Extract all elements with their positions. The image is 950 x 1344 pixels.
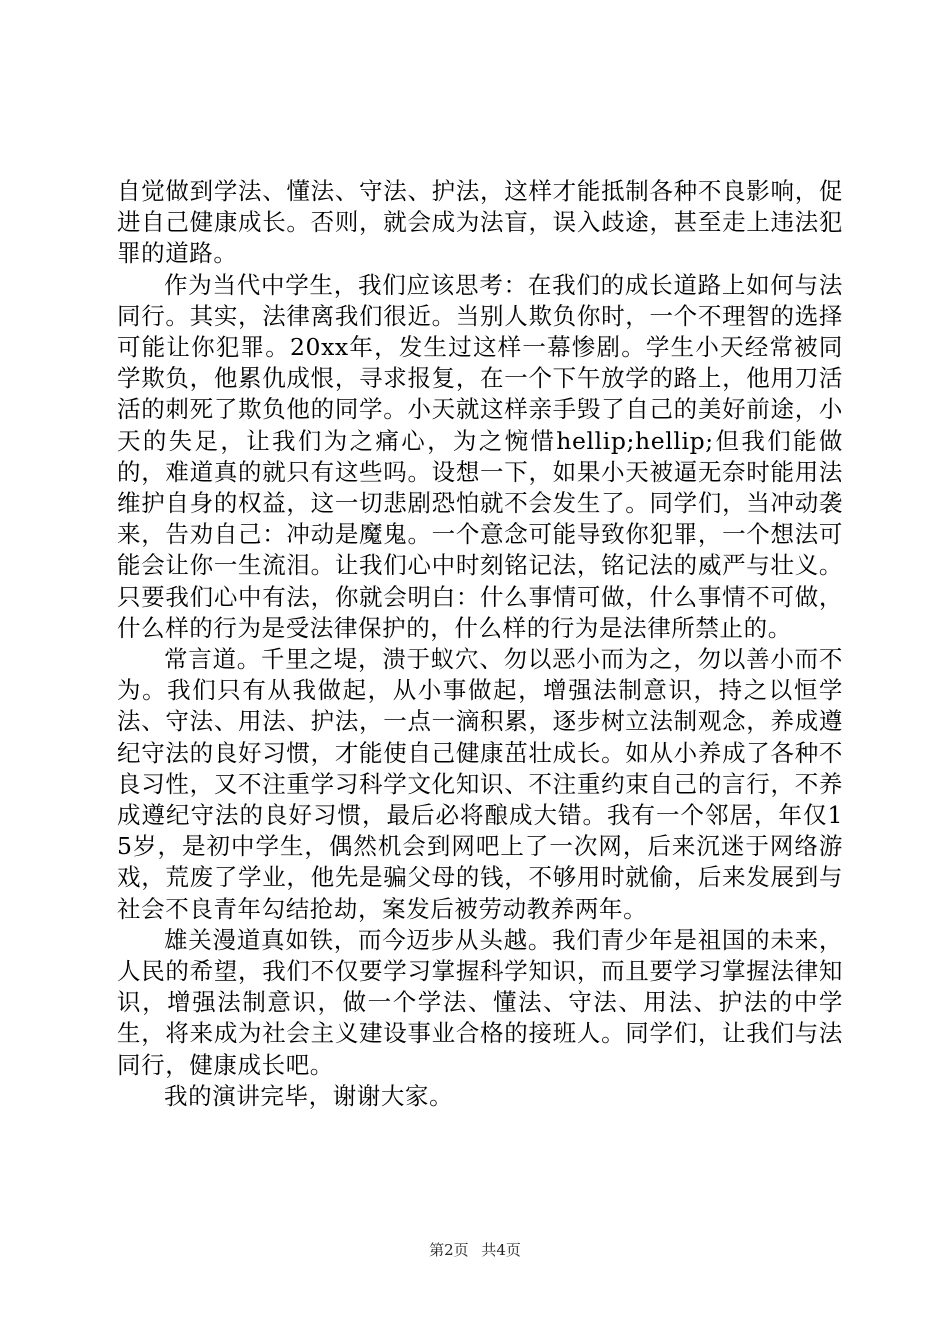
page-footer <box>0 1240 950 1260</box>
document-body <box>117 176 843 1112</box>
paragraph-law-awareness: 作为当代中学生，我们应该思考：在我们的成长道路上如何与法同行。其实，法律离我们很近。当别人欺负你时，一个不理智的选择可能让你犯罪。20xx年，发生过这样一幕惨剧。学生小天经常被同学欺负，他累仇成恨，寻求报复，在一个下午放学的路上，他用刀活活的刺死了欺负他的同学。小天就这样亲手毁了自己的美好前途，小天的失足，让我们为之痛心，为之惋惜hellip;hellip;但我们能做的，难道真的就只有这些吗。设想一下，如果小天被逼无奈时能用法维护自身的权益，这一切悲剧恐怕就不会发生了。同学们，当冲动袭来，告劝自己：冲动是魔鬼。一个意念可能导致你犯罪，一个想法可能会让你一生流泪。让我们心中时刻铭记法，铭记法的威严与壮义。只要我们心中有法，你就会明白：什么事情可做，什么事情不可做，什么样的行为是受法律保护的，什么样的行为是法律所禁止的。 <box>117 270 843 642</box>
paragraph-closing: 我的演讲完毕，谢谢大家。 <box>164 1081 454 1110</box>
paragraph-proverb: 常言道。千里之堤，溃于蚁穴、勿以恶小而为之，勿以善小而不为。我们只有从我做起，从小事做起，增强法制意识，持之以恒学法、守法、用法、护法，一点一滴积累，逐步树立法制观念，养成遵纪守法的良好习惯，才能使自己健康茁壮成长。如从小养成了各种不良习性，又不注重学习科学文化知识、不注重约束自己的言行，不养成遵纪守法的良好习惯，最后必将酿成大错。我有一个邻居，年仅15岁，是初中学生，偶然机会到网吧上了一次网，后来沉迷于网络游戏，荒废了学业，他先是骗父母的钱，不够用时就偷，后来发展到与社会不良青年勾结抢劫，案发后被劳动教养两年。 <box>117 645 843 923</box>
page-number-total: 共4页 <box>481 1241 521 1259</box>
paragraph-continuation: 自觉做到学法、懂法、守法、护法，这样才能抵制各种不良影响，促进自己健康成长。否则，就会成为法盲，误入歧途，甚至走上违法犯罪的道路。 <box>117 177 843 268</box>
paragraph-conclusion: 雄关漫道真如铁，而今迈步从头越。我们青少年是祖国的未来，人民的希望，我们不仅要学习掌握科学知识，而且要学习掌握法律知识，增强法制意识，做一个学法、懂法、守法、用法、护法的中学生，将来成为社会主义建设事业合格的接班人。同学们，让我们与法同行，健康成长吧。 <box>117 925 843 1079</box>
page-number-current: 第2页 <box>429 1241 469 1259</box>
